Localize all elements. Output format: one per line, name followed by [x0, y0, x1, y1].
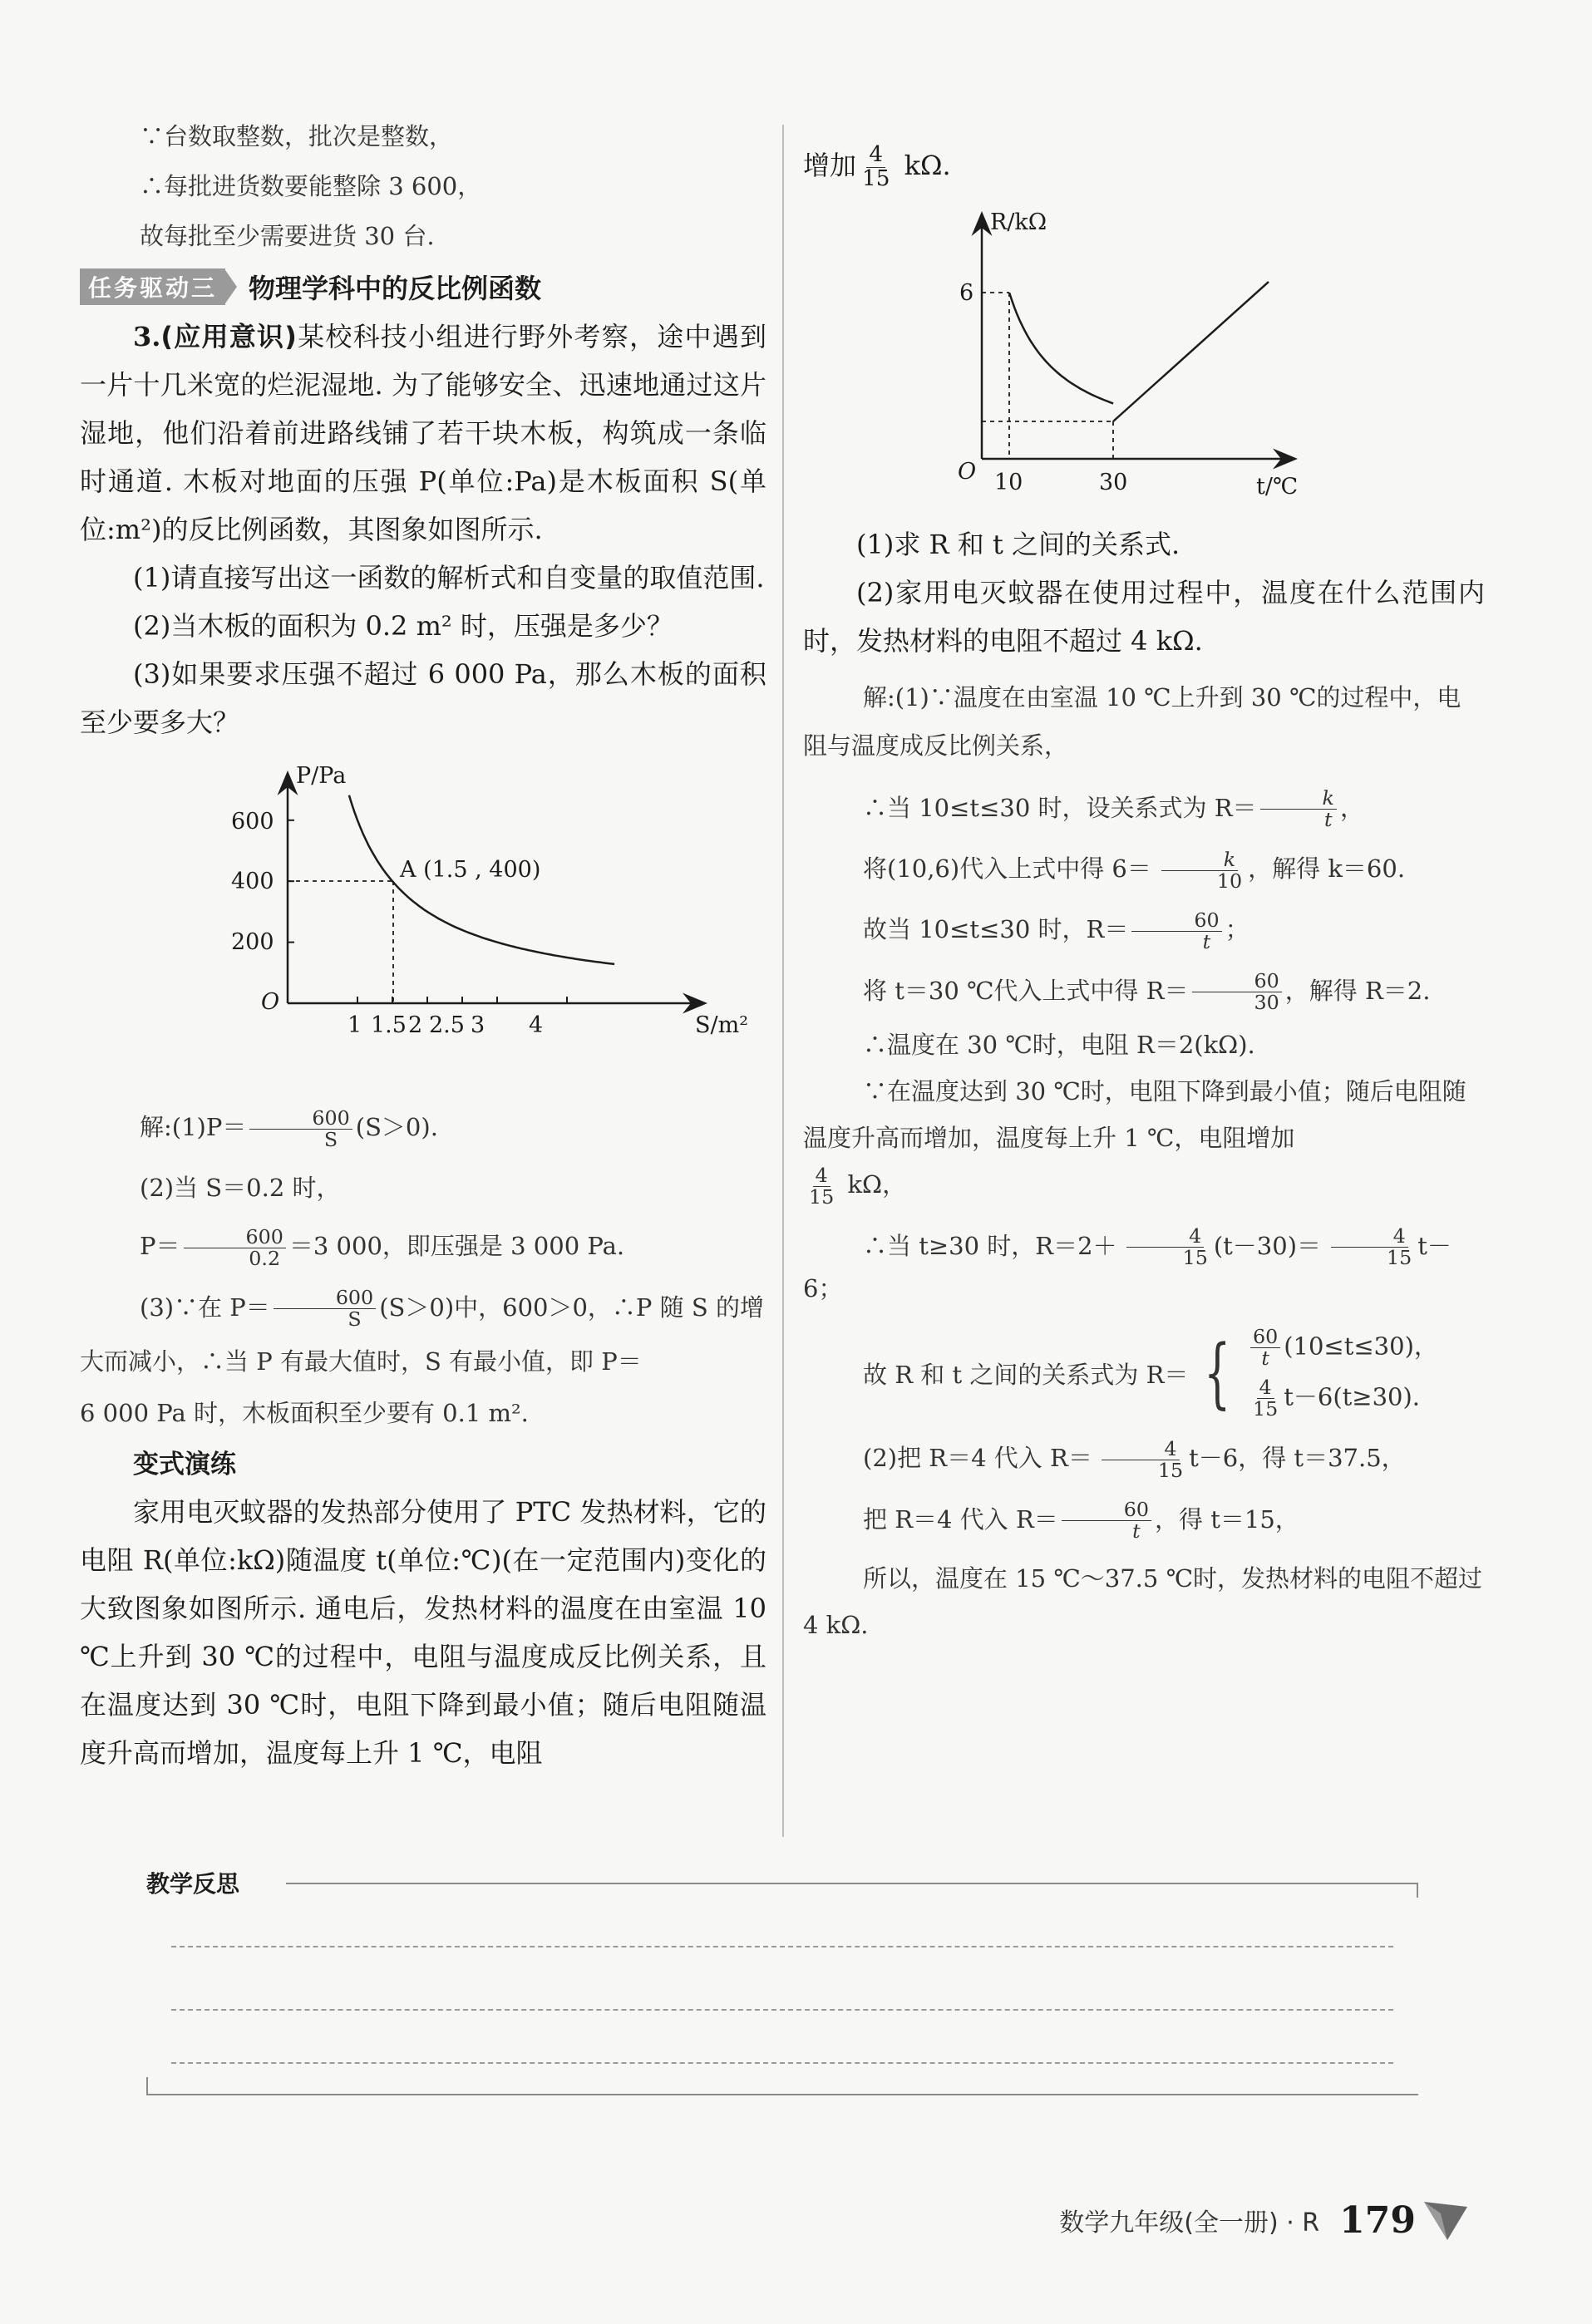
sol2b-pre: P＝ — [140, 1232, 180, 1261]
x-tick-4: 4 — [529, 1012, 544, 1038]
rsol-1: 解:(1)∵温度在由室温 10 ℃上升到 30 ℃的过程中，电阻与温度成反比例关系， — [803, 682, 1461, 760]
fraction — [1192, 971, 1282, 1013]
cont-post: kΩ. — [895, 150, 951, 181]
rs8-post: kΩ， — [840, 1170, 907, 1199]
frac-den: 15 — [1252, 1397, 1279, 1421]
cont-pre: 增加 — [803, 150, 857, 181]
rsol-6: ∴温度在 30 ℃时，电阻 R＝2(kΩ). — [863, 1031, 1255, 1060]
rsol-3 — [803, 849, 1485, 891]
fraction — [1260, 788, 1337, 830]
x-tick-3: 3 — [471, 1012, 485, 1038]
variant-text: 家用电灭蚊器的发热部分使用了 PTC 发热材料，它的电阻 R(单位:kΩ)随温度 t(单位:℃)(在一定范围内)变化的大致图象如图所示. 通电后，发热材料的温度在由室温 10 ℃上升到 30 ℃的过程中，电阻与温度成反比例关系，且在温度达到 30 ℃时，电阻下降到最小值；随后电阻随温度升高而增加，温度每上升 1 ℃，电阻 — [80, 1496, 766, 1770]
reflection-bottom-line — [146, 2094, 1418, 2095]
problem-tag: (应用意识) — [160, 321, 297, 352]
point-a-label: A (1.5 , 400) — [400, 857, 541, 883]
fraction — [1250, 1377, 1280, 1420]
solution-3c: 6 000 Pa 时，木板面积至少要有 0.1 m². — [80, 1399, 529, 1428]
frac-num: 600 — [249, 1108, 352, 1130]
rsol-11 — [803, 1438, 1485, 1480]
rsol-8 — [803, 1164, 1485, 1207]
fraction — [1096, 1436, 1185, 1482]
fraction — [1155, 849, 1245, 892]
sol3a-post: (S＞0)中，600＞0，∴P 随 S 的增 — [379, 1292, 764, 1322]
fraction — [1324, 1226, 1414, 1268]
case1-post: (10≤t≤30)， — [1284, 1332, 1438, 1361]
fraction — [184, 1227, 286, 1269]
fraction — [806, 1165, 836, 1208]
y-tick-200: 200 — [231, 929, 274, 955]
rs11-post: t－6，得 t＝37.5， — [1189, 1444, 1406, 1473]
variant-question-2: (2)家用电灭蚊器在使用过程中，温度在什么范围内时，发热材料的电阻不超过 4 kΩ. — [803, 576, 1485, 657]
frac-num: 4 — [813, 1165, 831, 1187]
frac-den: t — [1261, 1347, 1269, 1371]
rs2-post: ， — [1339, 793, 1364, 822]
frac-num: 60 — [1131, 910, 1221, 932]
rsol-5 — [803, 971, 1485, 1013]
book-info: 数学九年级(全一册) · R — [1059, 2208, 1320, 2238]
reflection-right-tick — [1417, 1883, 1418, 1898]
left-column — [80, 116, 766, 1777]
problem-3 — [80, 313, 766, 554]
rs5-pre: 将 t＝30 ℃代入上式中得 R＝ — [863, 976, 1189, 1005]
banner-arrow-icon — [225, 270, 237, 303]
rs4-pre: 故当 10≤t≤30 时，R＝ — [863, 915, 1129, 944]
case-1 — [1247, 1327, 1438, 1369]
frac-den: t — [1202, 929, 1211, 953]
rs3-post: ，解得 k＝60. — [1248, 854, 1406, 883]
frac-den: 15 — [862, 166, 890, 191]
writing-line[interactable] — [171, 1946, 1393, 1947]
reflection-box — [146, 1866, 1418, 2095]
sol1-post: (S＞0). — [355, 1113, 438, 1141]
x-axis-label: t/℃ — [1256, 473, 1299, 500]
right-column — [803, 141, 1485, 1648]
rs9-pre: ∴当 t≥30 时，R＝2＋ — [863, 1231, 1117, 1260]
brace-icon: { — [1204, 1328, 1231, 1418]
x-tick-10: 10 — [994, 469, 1023, 495]
variant-question-1: (1)求 R 和 t 之间的关系式. — [856, 528, 1180, 560]
rs10-pre: 故 R 和 t 之间的关系式为 R＝ — [863, 1360, 1189, 1389]
sol2b-post: ＝3 000，即压强是 3 000 Pa. — [288, 1232, 625, 1261]
rs9-post: t－6； — [803, 1231, 1452, 1303]
page-footer — [1059, 2198, 1469, 2242]
solution-3b: 大而减小，∴当 P 有最大值时，S 有最小值，即 P＝ — [80, 1347, 642, 1376]
frac-den: 15 — [1157, 1458, 1184, 1482]
fraction — [1121, 1226, 1210, 1268]
x-tick-2.5: 2.5 — [429, 1012, 465, 1038]
rsol-7: ∵在温度达到 30 ℃时，电阻下降到最小值；随后电阻随温度升高而增加，温度每上升 1 ℃，电阻增加 — [803, 1077, 1466, 1153]
frac-den: t — [1132, 1519, 1141, 1544]
question-3: (3)如果要求压强不超过 6 000 Pa，那么木板的面积至少要多大？ — [80, 658, 766, 738]
rsol-2 — [803, 788, 1485, 830]
sol3a-pre: (3)∵在 P＝ — [140, 1292, 270, 1322]
frac-den: 30 — [1254, 991, 1279, 1015]
frac-den: 15 — [1182, 1246, 1208, 1270]
frac-num: 600 — [274, 1288, 376, 1309]
fraction — [860, 144, 892, 190]
origin-label: O — [958, 458, 977, 485]
frac-den: 0.2 — [249, 1246, 281, 1270]
frac-num: 4 — [1102, 1439, 1179, 1460]
solution-1 — [80, 1107, 766, 1150]
intro-line: ∵台数取整数，批次是整数， — [140, 122, 454, 150]
corner-triangle-icon — [1422, 2198, 1469, 2242]
frac-num: 600 — [184, 1227, 286, 1248]
fraction — [1131, 910, 1221, 953]
variant-title: 变式演练 — [133, 1450, 236, 1480]
x-axis-label: S/m² — [695, 1012, 749, 1038]
rs9-mid: (t－30)＝ — [1213, 1231, 1322, 1260]
rsol-9 — [803, 1226, 1485, 1308]
sol1-pre: 解:(1)P＝ — [140, 1113, 247, 1141]
frac-num: 60 — [1192, 971, 1282, 992]
reflection-left-tick — [146, 2077, 148, 2095]
solution-2a: (2)当 S＝0.2 时， — [140, 1174, 341, 1203]
rs12-pre: 把 R＝4 代入 R＝ — [863, 1504, 1058, 1534]
rs3-pre: 将(10,6)代入上式中得 6＝ — [863, 854, 1151, 883]
intro-line: ∴每批进货数要能整除 3 600， — [140, 172, 482, 200]
reflection-top-line — [286, 1883, 1417, 1884]
frac-num: 60 — [1062, 1499, 1151, 1521]
rs5-post: ，解得 R＝2. — [1284, 976, 1431, 1005]
rs12-post: ，得 t＝15， — [1155, 1504, 1299, 1534]
rs2-pre: ∴当 10≤t≤30 时，设关系式为 R＝ — [863, 793, 1257, 822]
frac-num: 4 — [1257, 1377, 1274, 1399]
frac-num: 4 — [1331, 1226, 1408, 1248]
rsol-13: 所以，温度在 15 ℃～37.5 ℃时，发热材料的电阻不超过 4 kΩ. — [803, 1564, 1483, 1640]
rsol-12 — [803, 1499, 1485, 1542]
solution-2b — [80, 1226, 766, 1268]
question-2: (2)当木板的面积为 0.2 m² 时，压强是多少？ — [133, 610, 673, 642]
writing-line[interactable] — [171, 2062, 1393, 2064]
frac-den: 15 — [809, 1184, 835, 1209]
x-tick-2: 2 — [408, 1012, 423, 1038]
rsol-10-piecewise — [803, 1327, 1485, 1420]
x-tick-30: 30 — [1099, 469, 1128, 495]
fraction — [1250, 1327, 1280, 1369]
y-axis-label: P/Pa — [296, 763, 347, 789]
section-banner — [80, 268, 766, 306]
variant-continuation — [803, 141, 1485, 191]
frac-den: 15 — [1387, 1246, 1412, 1270]
y-tick-6: 6 — [959, 279, 974, 306]
section-title: 物理学科中的反比例函数 — [249, 273, 542, 304]
linear-segment — [1113, 282, 1269, 421]
origin-label: O — [261, 989, 280, 1015]
case-2 — [1247, 1377, 1438, 1420]
rsol-4 — [803, 909, 1485, 952]
x-tick-1: 1 — [347, 1012, 362, 1038]
intro-line: 故每批至少需要进货 30 台. — [140, 222, 435, 250]
frac-den: 10 — [1216, 869, 1243, 893]
problem-number: 3. — [133, 321, 161, 352]
rs4-post: ； — [1225, 915, 1249, 944]
frac-num: 4 — [1126, 1226, 1204, 1248]
pressure-area-graph — [229, 758, 811, 1082]
rs11-pre: (2)把 R＝4 代入 R＝ — [863, 1444, 1092, 1473]
y-tick-600: 600 — [231, 809, 274, 835]
inverse-segment — [1009, 293, 1113, 403]
x-tick-1.5: 1.5 — [371, 1012, 407, 1038]
y-axis-label: R/kΩ — [990, 209, 1047, 235]
solution-3a — [80, 1288, 766, 1330]
writing-line[interactable] — [171, 2009, 1393, 2011]
column-divider — [782, 125, 784, 1837]
fraction — [274, 1288, 376, 1330]
section-tag: 任务驱动三 — [80, 268, 225, 305]
frac-den: S — [323, 1127, 338, 1151]
case2-post: t－6(t≥30). — [1284, 1382, 1421, 1411]
y-tick-400: 400 — [231, 869, 274, 894]
frac-num: k — [1161, 849, 1238, 871]
frac-den: t — [1323, 808, 1333, 832]
resistance-temperature-graph — [903, 203, 1418, 519]
frac-den: S — [347, 1307, 362, 1332]
fraction — [249, 1105, 352, 1151]
frac-num: 60 — [1250, 1327, 1280, 1348]
problem-text: 某校科技小组进行野外考察，途中遇到一片十几米宽的烂泥湿地. 为了能够安全、迅速地通过这片湿地，他们沿着前进路线铺了若干块木板，构筑成一条临时通道. 木板对地面的压强 P(单位:Pa)是木板面积 S(单位:m²)的反比例函数，其图象如图所示. — [80, 321, 766, 545]
page-number: 179 — [1339, 2198, 1416, 2242]
frac-num: 4 — [866, 144, 885, 168]
question-1: (1)请直接写出这一函数的解析式和自变量的取值范围. — [133, 562, 765, 593]
frac-num: k — [1260, 788, 1337, 810]
piecewise-cases — [1247, 1327, 1438, 1420]
reflection-label: 教学反思 — [146, 1870, 240, 1898]
fraction — [1062, 1499, 1151, 1542]
